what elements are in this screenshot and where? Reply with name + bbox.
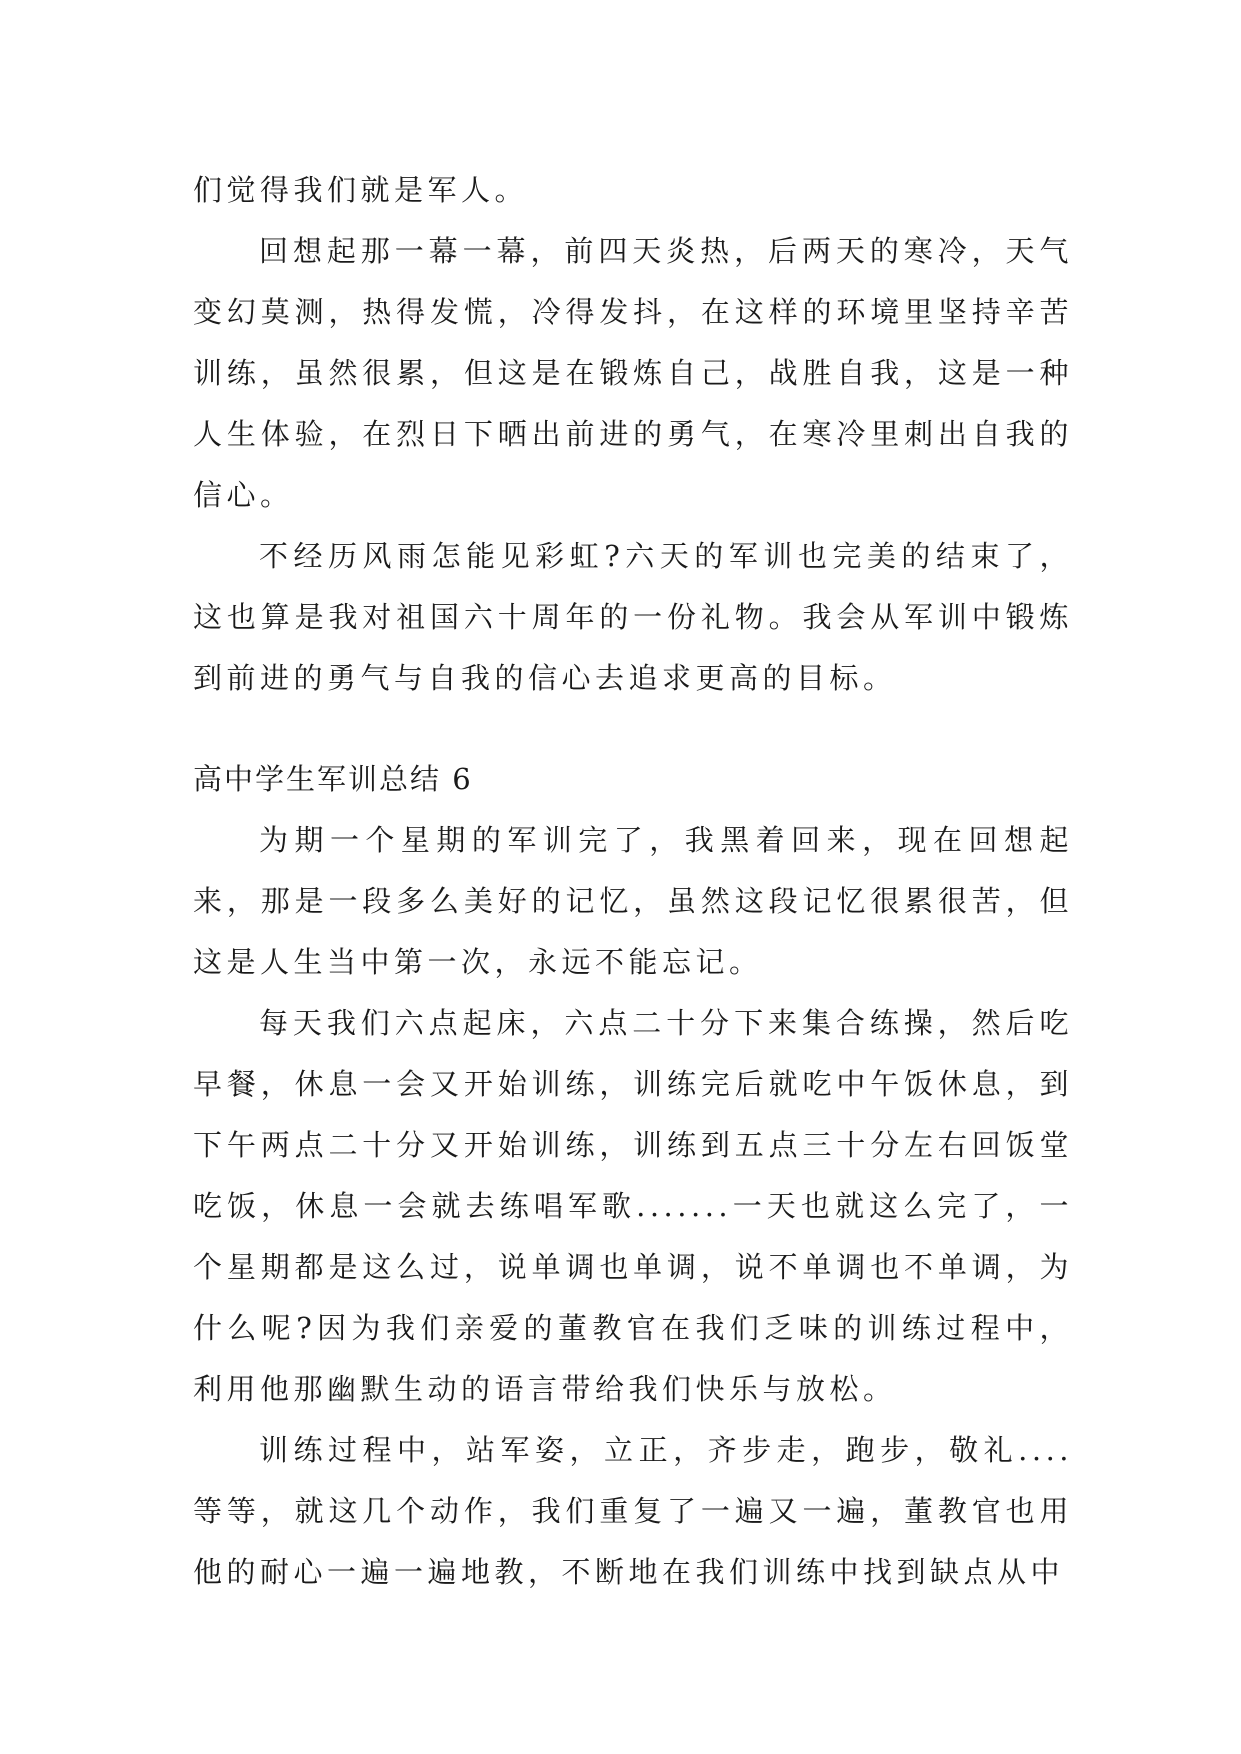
paragraph: 为期一个星期的军训完了，我黑着回来，现在回想起来，那是一段多么美好的记忆，虽然这段记忆很累很苦，但这是人生当中第一次，永远不能忘记。 — [193, 823, 1073, 979]
paragraph: 训练过程中，站军姿，立正，齐步走，跑步，敬礼....等等，就这几个动作，我们重复了一遍又一遍，董教官也用他的耐心一遍一遍地教，不断地在我们训练中找到缺点从中 — [193, 1433, 1073, 1589]
document-body — [193, 160, 1073, 1603]
paragraph: 们觉得我们就是军人。 — [193, 173, 529, 207]
section-title: 高中学生军训总结 6 — [193, 762, 473, 796]
paragraph: 不经历风雨怎能见彩虹?六天的军训也完美的结束了，这也算是我对祖国六十周年的一份礼物。我会从军训中锻炼到前进的勇气与自我的信心去追求更高的目标。 — [193, 539, 1073, 695]
paragraph: 回想起那一幕一幕，前四天炎热，后两天的寒冷，天气变幻莫测，热得发慌，冷得发抖，在这样的环境里坚持辛苦训练，虽然很累，但这是在锻炼自己，战胜自我，这是一种人生体验，在烈日下晒出前进的勇气，在寒冷里刺出自我的信心。 — [193, 234, 1073, 512]
paragraph: 每天我们六点起床，六点二十分下来集合练操，然后吃早餐，休息一会又开始训练，训练完后就吃中午饭休息，到下午两点二十分又开始训练，训练到五点三十分左右回饭堂吃饭，休息一会就去练唱军歌.......一天也就这么完了，一个星期都是这么过，说单调也单调，说不单调也不单调，为什么呢?因为我们亲爱的董教官在我们乏味的训练过程中，利用他那幽默生动的语言带给我们快乐与放松。 — [193, 1006, 1073, 1406]
